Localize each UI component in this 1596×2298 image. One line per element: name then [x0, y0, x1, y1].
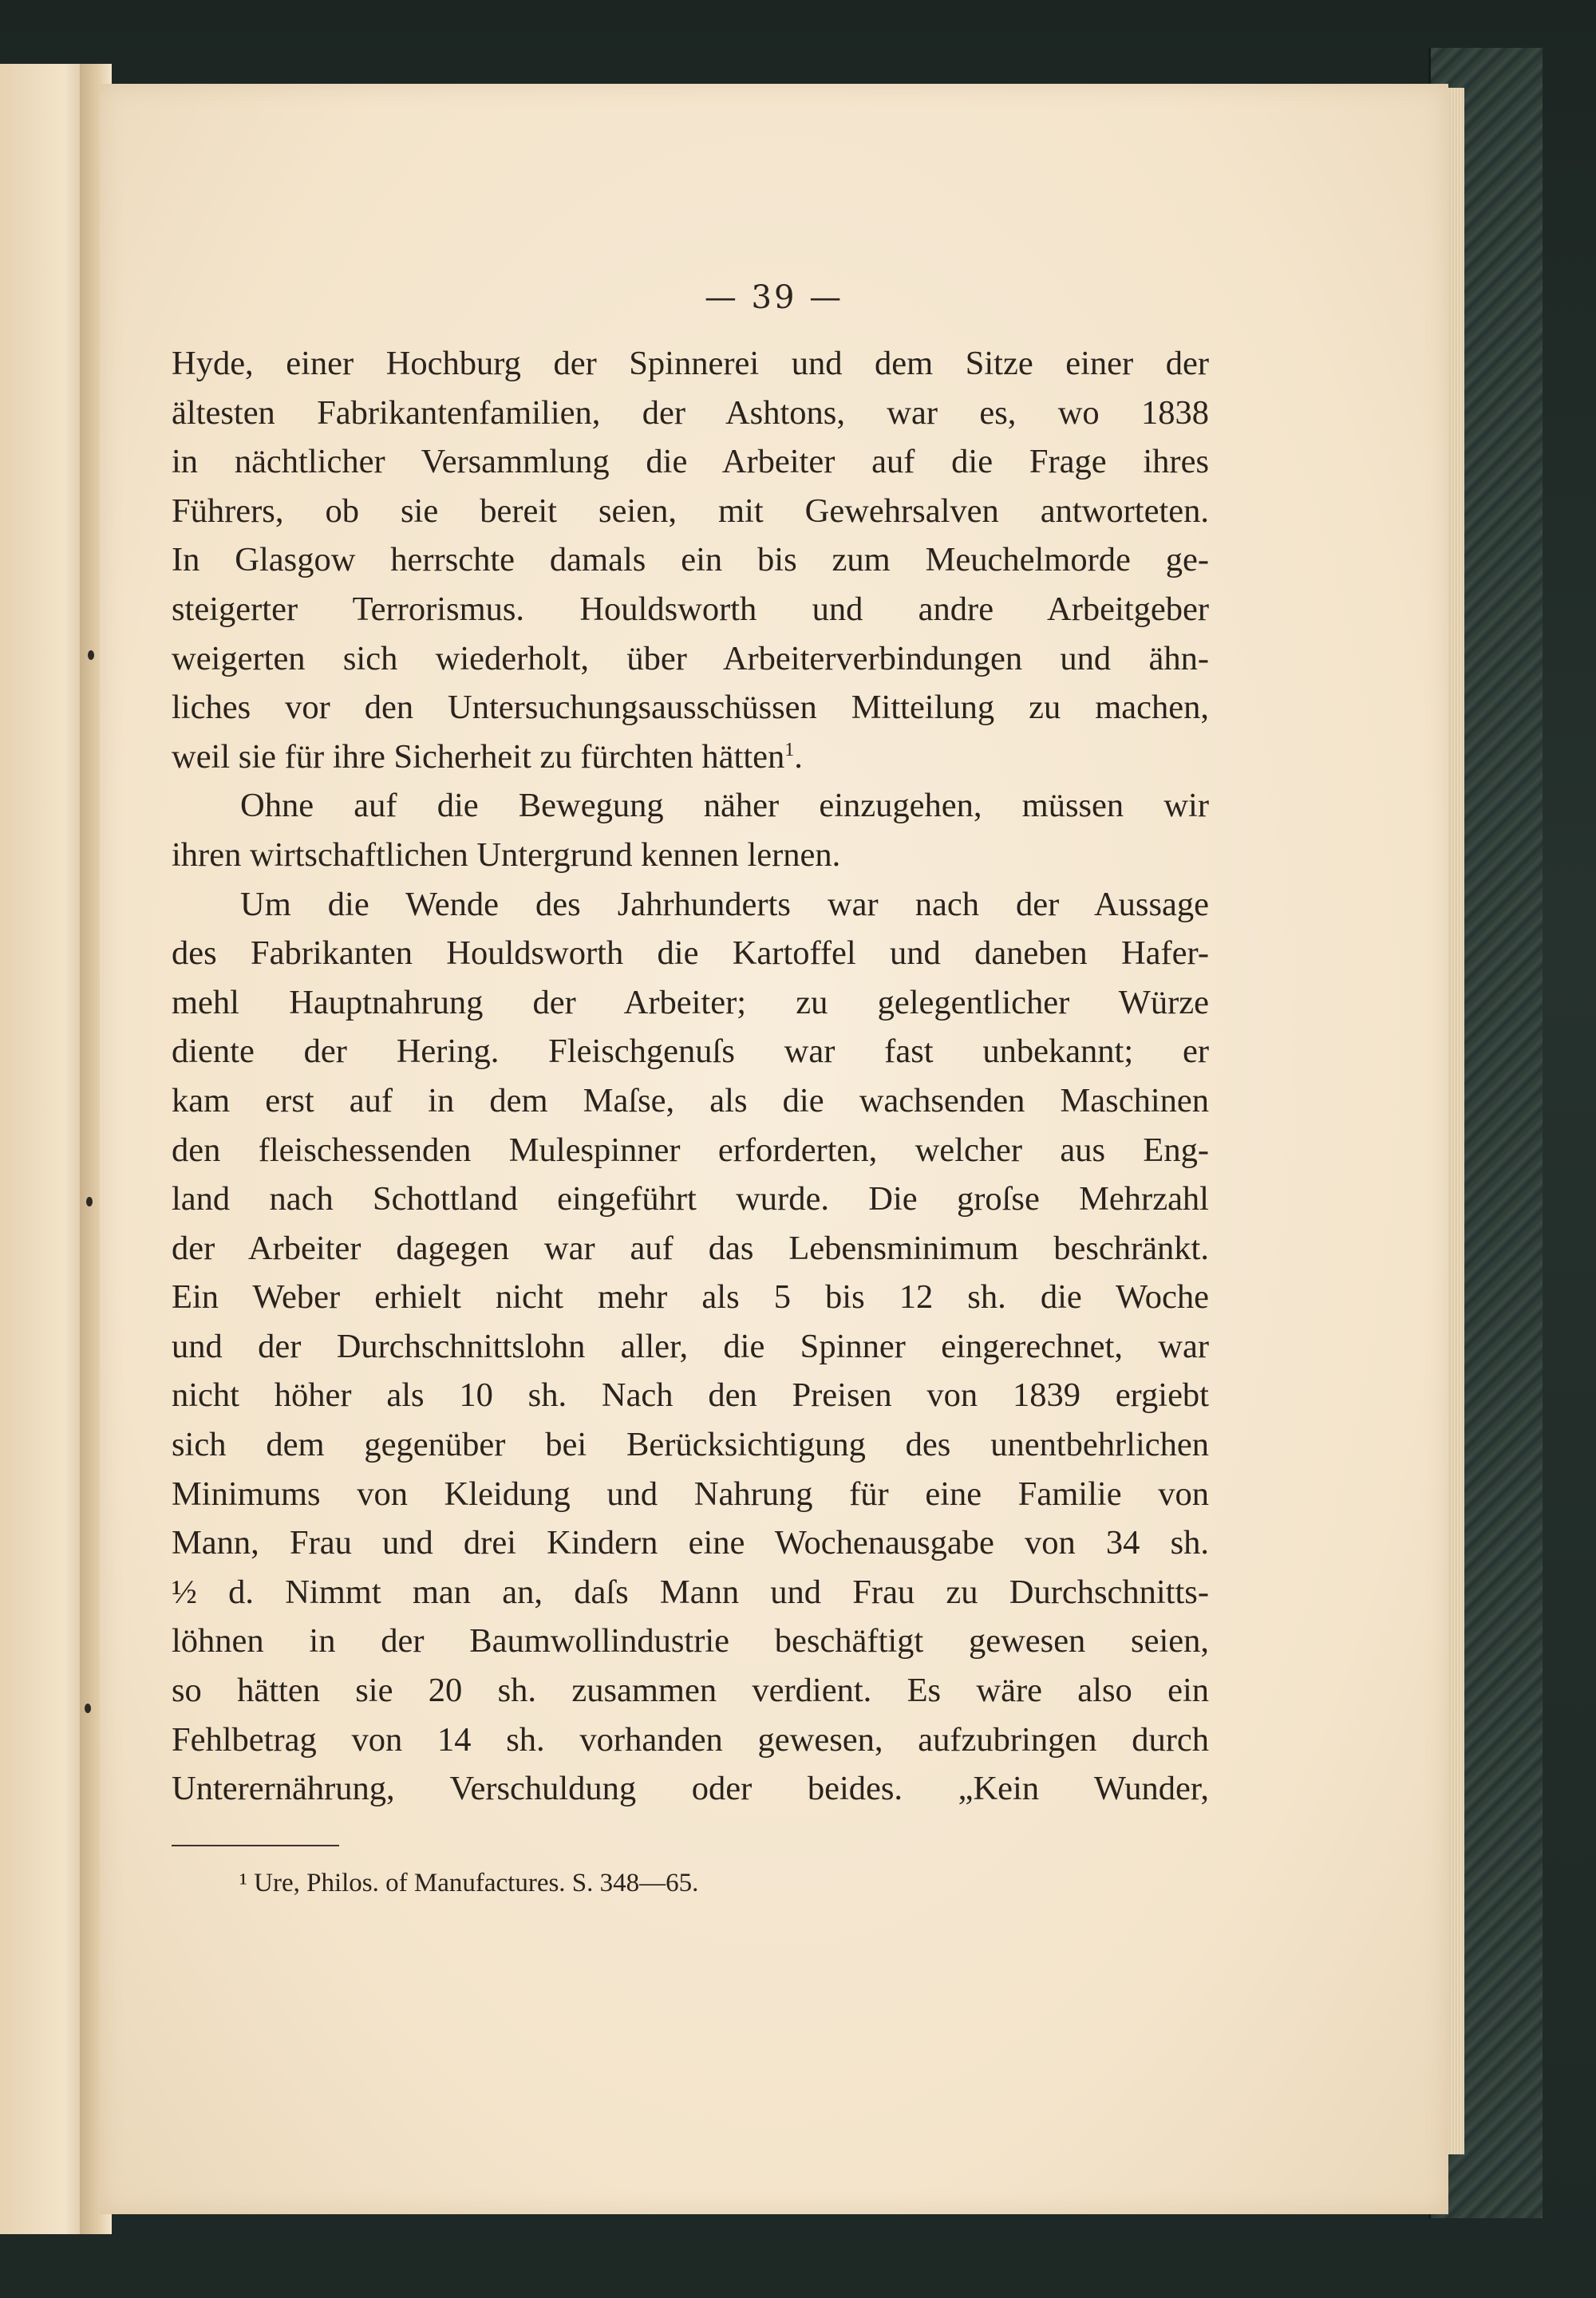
text-line: land nach Schottland eingeführt wurde. Die groſse Mehrzahl [172, 1180, 1209, 1218]
text-line: mehl Hauptnahrung der Arbeiter; zu gelegentlicher Würze [172, 983, 1209, 1021]
text-line: weigerten sich wiederholt, über Arbeiterverbindungen und ähn- [172, 639, 1209, 677]
ink-speck [86, 1197, 93, 1206]
text-line: in nächtlicher Versammlung die Arbeiter auf die Frage ihres [172, 443, 1209, 481]
text-line: steigerter Terrorismus. Houldsworth und andre Arbeitgeber [172, 590, 1209, 628]
text-line: des Fabrikanten Houldsworth die Kartoffel und daneben Hafer- [172, 934, 1209, 973]
facing-page [0, 64, 92, 2234]
text-line: liches vor den Untersuchungsausschüssen Mitteilung zu machen, [172, 689, 1209, 727]
text-line: kam erst auf in dem Maſse, als die wachsenden Maschinen [172, 1081, 1209, 1119]
text-line: Mann, Frau und drei Kindern eine Wochenausgabe von 34 sh. [172, 1524, 1209, 1562]
body-text [172, 339, 1209, 1814]
text-line: Unterernährung, Verschuldung oder beides. „Kein Wunder, [172, 1770, 1209, 1808]
text-line: ältesten Fabrikantenfamilien, der Ashtons, war es, wo 1838 [172, 393, 1209, 432]
text-line: löhnen in der Baumwollindustrie beschäftigt gewesen seien, [172, 1622, 1209, 1660]
text-line: den fleischessenden Mulespinner erforderten, welcher aus Eng- [172, 1131, 1209, 1169]
text-line: der Arbeiter dagegen war auf das Lebensminimum beschränkt. [172, 1229, 1209, 1267]
sentence-end: . [794, 737, 803, 776]
text-line: weil sie für ihre Sicherheit zu fürchten hätten [172, 737, 785, 776]
text-line: sich dem gegenüber bei Berücksichtigung des unentbehrlichen [172, 1426, 1209, 1464]
text-line: und der Durchschnittslohn aller, die Spinner eingerechnet, war [172, 1327, 1209, 1365]
text-line: diente der Hering. Fleischgenuſs war fast unbekannt; er [172, 1033, 1209, 1071]
footnote-reference: 1 [784, 739, 795, 760]
text-line: nicht höher als 10 sh. Nach den Preisen von 1839 ergiebt [172, 1376, 1209, 1415]
text-line: so hätten sie 20 sh. zusammen verdient. Es wäre also ein [172, 1672, 1209, 1710]
text-line-with-footnote-ref [172, 732, 1209, 782]
text-line: Fehlbetrag von 14 sh. vorhanden gewesen, aufzubringen durch [172, 1720, 1209, 1759]
text-line: In Glasgow herrschte damals ein bis zum Meuchelmorde ge- [172, 541, 1209, 579]
text-line: Hyde, einer Hochburg der Spinnerei und dem Sitze einer der [172, 345, 1209, 382]
text-line: ihren wirtschaftlichen Untergrund kennen lernen. [172, 835, 841, 874]
text-line: Führers, ob sie bereit seien, mit Gewehrsalven antworteten. [172, 492, 1209, 530]
text-line: Minimums von Kleidung und Nahrung für eine Familie von [172, 1475, 1209, 1513]
text-line: ½ d. Nimmt man an, daſs Mann und Frau zu Durchschnitts- [172, 1573, 1209, 1611]
footnote-divider [172, 1845, 339, 1846]
ink-speck [88, 650, 94, 660]
text-line: Um die Wende des Jahrhunderts war nach der Aussage [240, 885, 1209, 923]
page-number: — 39 — [704, 279, 844, 316]
text-line: Ein Weber erhielt nicht mehr als 5 bis 12 sh. die Woche [172, 1278, 1209, 1317]
footnote: ¹ Ure, Philos. of Manufactures. S. 348—65. [239, 1869, 699, 1897]
ink-speck [85, 1704, 91, 1713]
text-line: Ohne auf die Bewegung näher einzugehen, müssen wir [240, 787, 1209, 825]
